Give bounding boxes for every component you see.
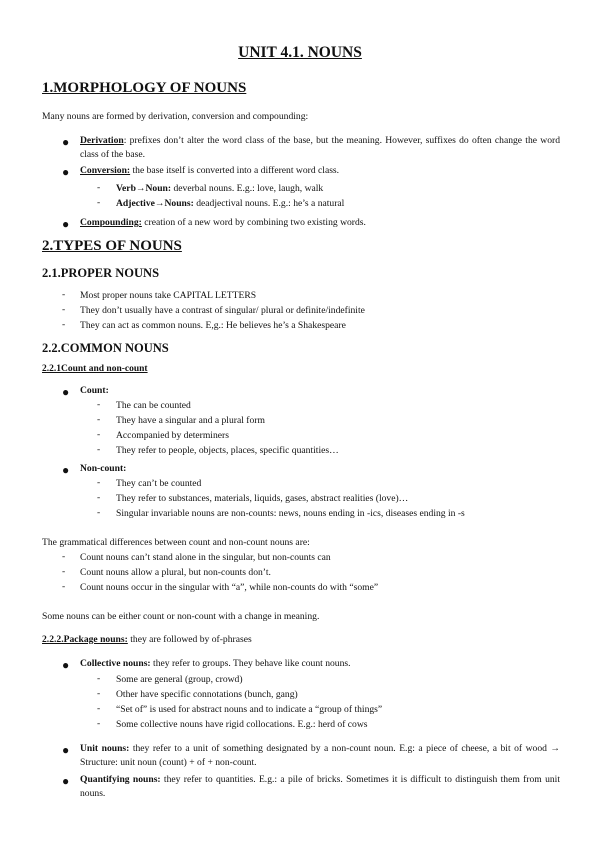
dash-marker: -	[97, 477, 101, 488]
bullet-icon: ●	[62, 135, 70, 149]
dash-marker: -	[97, 429, 101, 440]
package-nouns-term: 2.2.2.Package nouns:	[42, 634, 128, 645]
dash-marker: -	[97, 444, 101, 455]
package-nouns-line	[42, 633, 560, 646]
bullet-icon: ●	[62, 463, 70, 477]
dash-marker: -	[97, 507, 101, 518]
derivation-text: : prefixes don’t alter the word class of the base, but the meaning. However, suffixes do often change the word class of the base.	[80, 135, 560, 160]
dash-marker: -	[62, 566, 66, 577]
list-item: Singular invariable nouns are non-counts: news, nouns ending in -ics, diseases ending in -s	[116, 508, 465, 519]
bullet-icon: ●	[62, 217, 70, 231]
list-item: They refer to people, objects, places, specific quantities…	[116, 445, 339, 456]
conversion-item	[80, 164, 560, 178]
dash-marker: -	[97, 703, 101, 714]
list-item: They refer to substances, materials, liquids, gases, abstract realities (love)…	[116, 493, 409, 504]
dash-marker: -	[97, 182, 101, 193]
bullet-icon: ●	[62, 165, 70, 179]
section-heading-morphology: 1.MORPHOLOGY OF NOUNS	[42, 80, 247, 96]
dash-marker: -	[97, 492, 101, 503]
dash-marker: -	[62, 319, 66, 330]
adjective-noun-term: Adjective→Nouns:	[116, 198, 194, 209]
bullet-icon: ●	[62, 774, 70, 788]
compounding-term: Compounding:	[80, 217, 142, 228]
list-item: Count nouns can’t stand alone in the singular, but non-counts can	[80, 552, 331, 563]
compounding-item	[80, 216, 560, 230]
package-nouns-text: they are followed by of-phrases	[127, 634, 252, 645]
list-item: They can’t be counted	[116, 478, 202, 489]
verb-noun-item	[116, 182, 560, 195]
section-heading-types: 2.TYPES OF NOUNS	[42, 238, 182, 254]
compounding-text: creation of a new word by combining two existing words.	[141, 217, 366, 228]
dash-marker: -	[62, 304, 66, 315]
conversion-text: the base itself is converted into a different word class.	[130, 165, 340, 176]
list-item: Count nouns occur in the singular with “a”, while non-counts do with “some”	[80, 582, 379, 593]
subheading-count-noncount: 2.2.1Count and non-count	[42, 364, 148, 374]
page-title: UNIT 4.1. NOUNS	[238, 44, 362, 61]
dash-marker: -	[97, 688, 101, 699]
dash-marker: -	[97, 718, 101, 729]
quantifying-nouns-term: Quantifying nouns:	[80, 774, 161, 785]
verb-noun-text: deverbal nouns. E.g.: love, laugh, walk	[171, 183, 324, 194]
unit-nouns-text: they refer to a unit of something designated by a non-count noun. E.g: a piece of cheese, a bit of wood → Structure: unit noun (count) + of + non-count.	[80, 743, 560, 768]
collective-term: Collective nouns:	[80, 658, 151, 669]
list-item: The can be counted	[116, 400, 191, 411]
adjective-noun-item	[116, 197, 560, 210]
list-item: Accompanied by determiners	[116, 430, 229, 441]
dash-marker: -	[97, 399, 101, 410]
noncount-term: Non-count:	[80, 463, 127, 474]
quantifying-nouns-item	[80, 773, 560, 800]
subheading-proper-nouns: 2.1.PROPER NOUNS	[42, 266, 160, 280]
quantifying-nouns-text: they refer to quantities. E.g.: a pile of bricks. Sometimes it is difficult to distinguish them from unit nouns.	[80, 774, 560, 799]
derivation-item	[80, 134, 560, 161]
dash-marker: -	[62, 581, 66, 592]
bullet-icon: ●	[62, 385, 70, 399]
list-item: Other have specific connotations (bunch, gang)	[116, 689, 298, 700]
differences-intro: The grammatical differences between count and non-count nouns are:	[42, 537, 310, 548]
conversion-term: Conversion:	[80, 165, 131, 176]
collective-item	[80, 657, 560, 671]
count-item	[80, 384, 560, 398]
dash-marker: -	[97, 673, 101, 684]
noncount-item	[80, 462, 560, 476]
morphology-intro: Many nouns are formed by derivation, conversion and compounding:	[42, 111, 309, 122]
list-item: Count nouns allow a plural, but non-counts don’t.	[80, 567, 271, 578]
meaning-change-note: Some nouns can be either count or non-count with a change in meaning.	[42, 611, 320, 622]
dash-marker: -	[62, 289, 66, 300]
bullet-icon: ●	[62, 658, 70, 672]
collective-text: they refer to groups. They behave like count nouns.	[150, 658, 351, 669]
bullet-icon: ●	[62, 743, 70, 757]
dash-marker: -	[62, 551, 66, 562]
list-item: Some collective nouns have rigid collocations. E.g.: herd of cows	[116, 719, 368, 730]
list-item: They don’t usually have a contrast of singular/ plural or definite/indefinite	[80, 305, 365, 316]
list-item: “Set of” is used for abstract nouns and to indicate a “group of things”	[116, 704, 383, 715]
list-item: Some are general (group, crowd)	[116, 674, 243, 685]
unit-nouns-term: Unit nouns:	[80, 743, 130, 754]
list-item: They can act as common nouns. E,g.: He believes he’s a Shakespeare	[80, 320, 346, 331]
dash-marker: -	[97, 414, 101, 425]
list-item: Most proper nouns take CAPITAL LETTERS	[80, 290, 257, 301]
adjective-noun-text: deadjectival nouns. E.g.: he’s a natural	[193, 198, 345, 209]
list-item: They have a singular and a plural form	[116, 415, 265, 426]
count-term: Count:	[80, 385, 109, 396]
dash-marker: -	[97, 197, 101, 208]
derivation-term: Derivation	[80, 135, 124, 146]
verb-noun-term: Verb→Noun:	[116, 183, 172, 194]
subheading-common-nouns: 2.2.COMMON NOUNS	[42, 341, 169, 355]
unit-nouns-item	[80, 742, 560, 769]
